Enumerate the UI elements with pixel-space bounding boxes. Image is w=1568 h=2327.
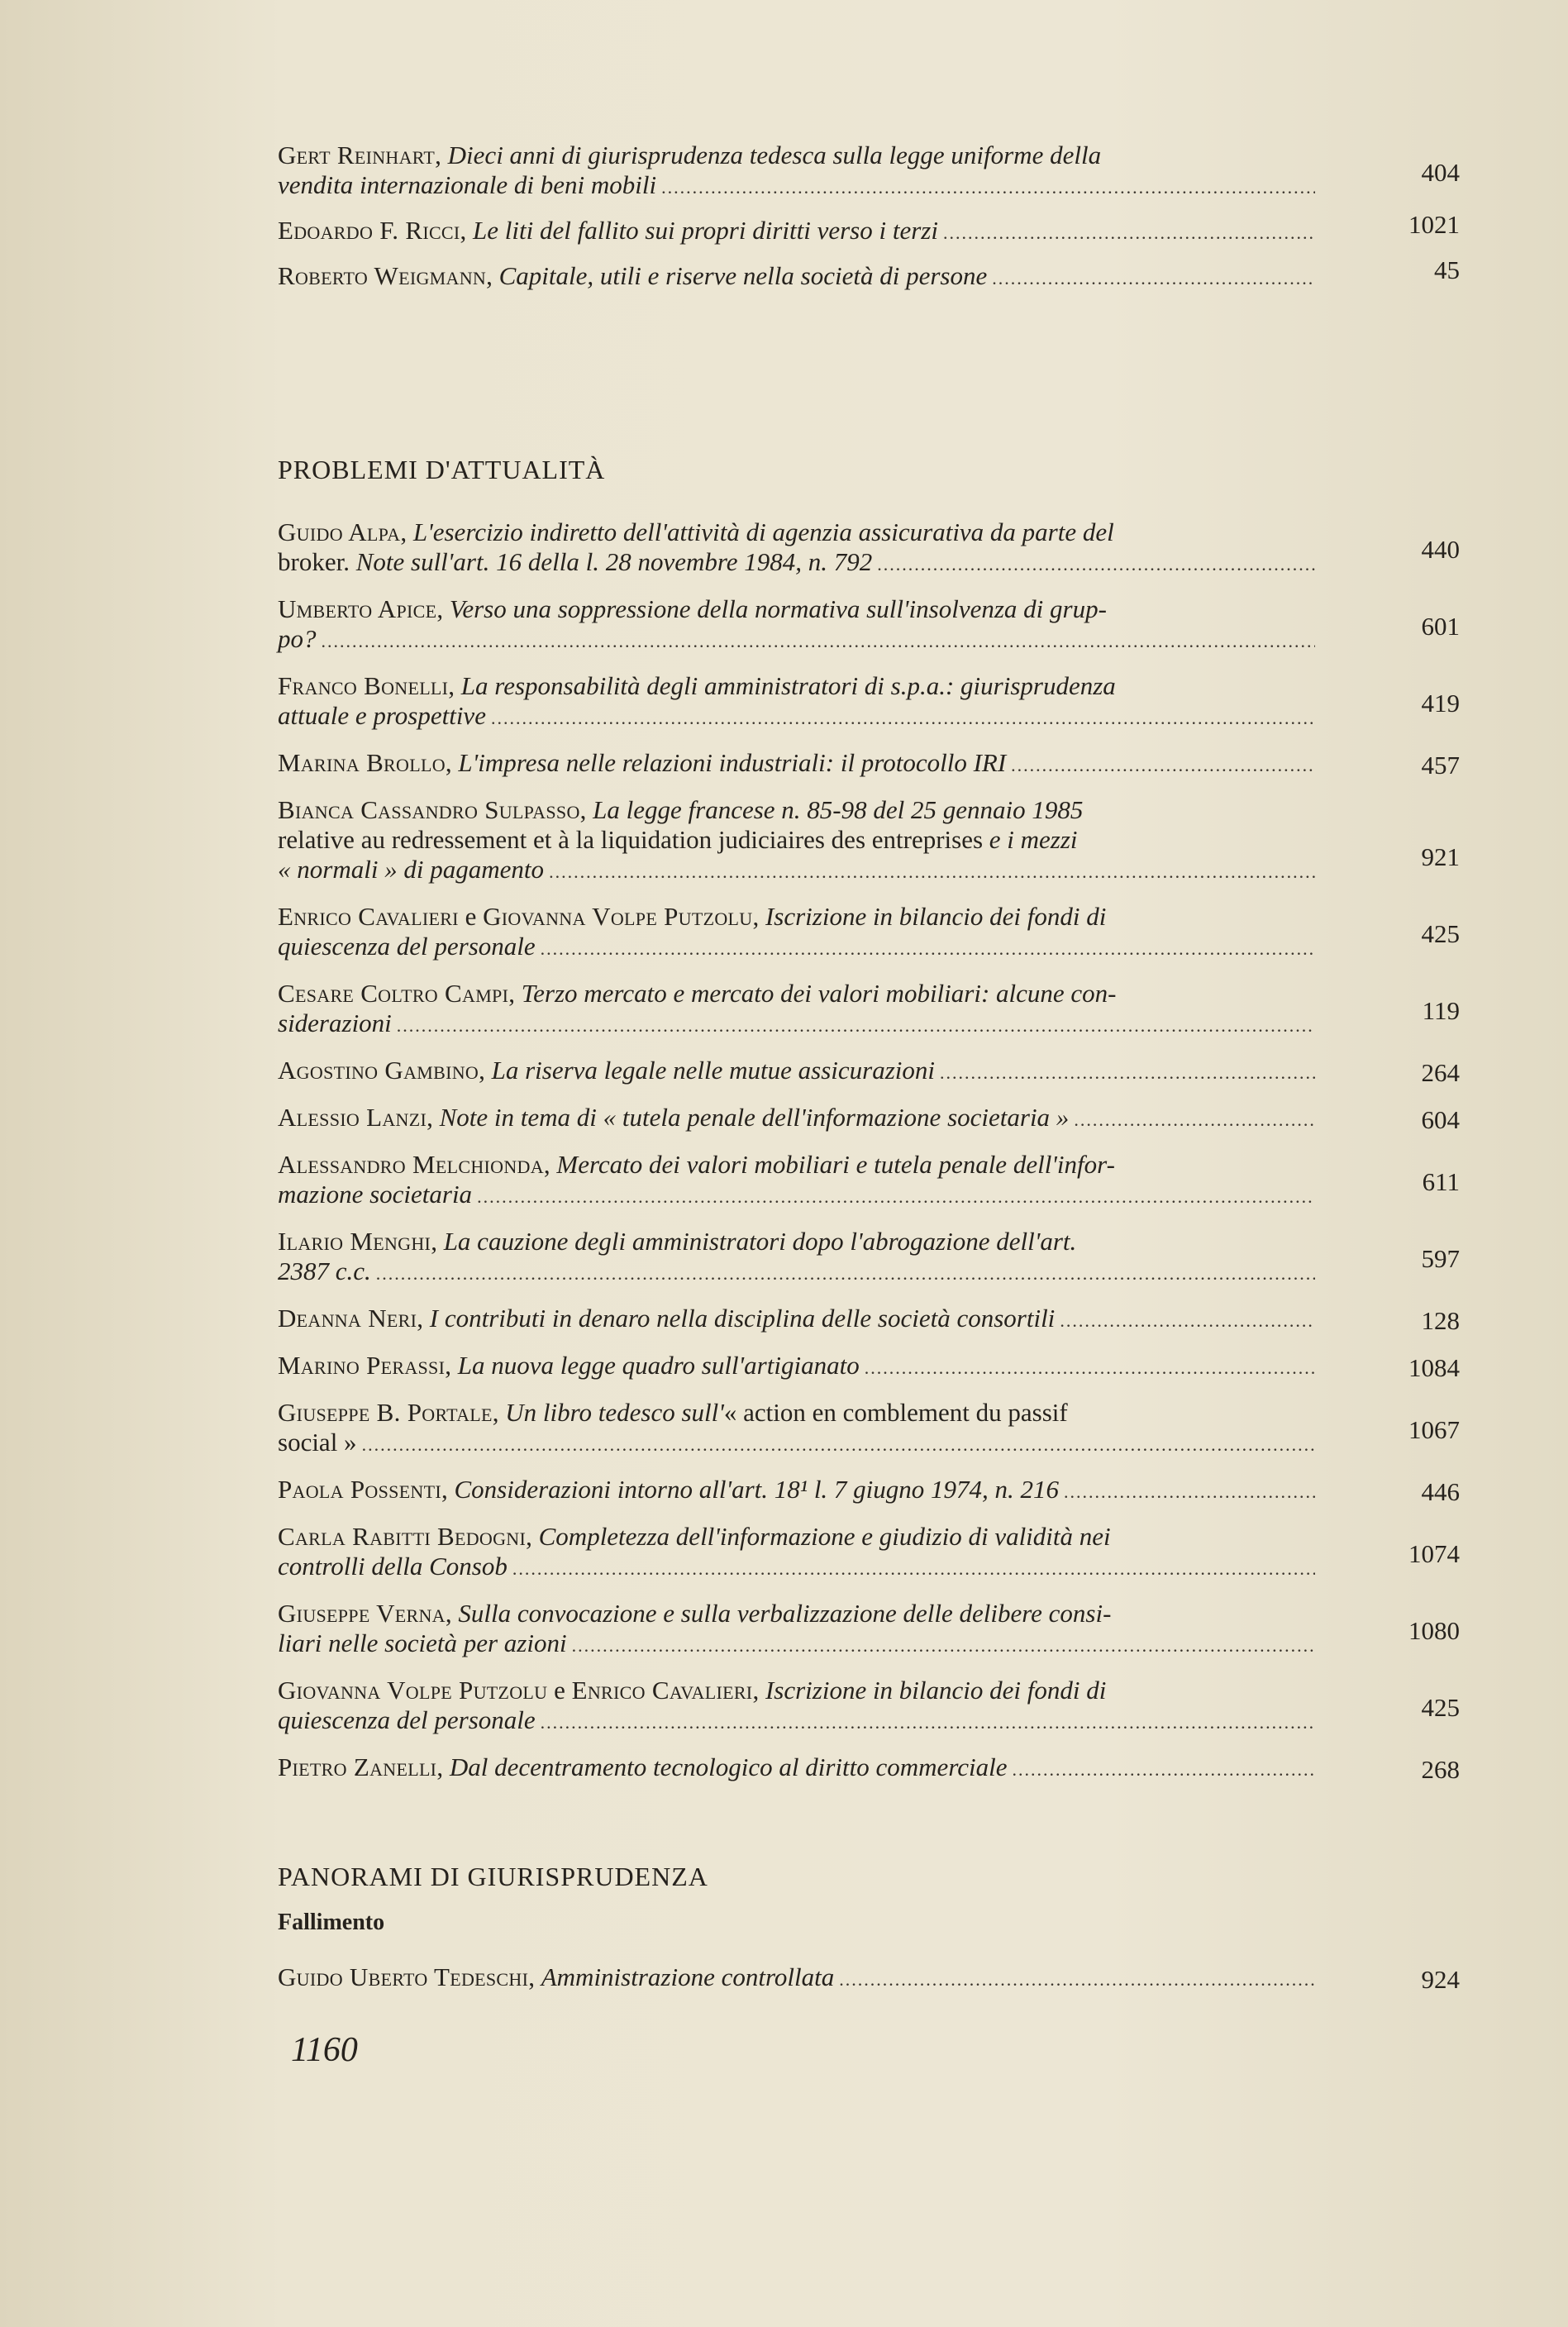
entry-author: Roberto Weigmann: [278, 261, 487, 290]
entry-author-second: Giovanna Volpe Putzolu: [483, 902, 753, 931]
entry-title-end: quiescenza del personale: [278, 932, 536, 961]
entry-title: Note in tema di « tutela penale dell'informazione societaria »: [439, 1103, 1070, 1132]
entry-title: Amministrazione controllata: [541, 1962, 835, 1991]
entry-title-plain: « action en comblement du passif: [723, 1398, 1068, 1427]
entry-author: Alessandro Melchionda: [278, 1150, 544, 1179]
entry-page-number: 601: [1421, 612, 1460, 641]
entry-page-number: 597: [1421, 1244, 1460, 1273]
entry-author: Guido Uberto Tedeschi: [278, 1962, 529, 1991]
entry-title: Iscrizione in bilancio dei fondi di: [765, 902, 1107, 931]
entry-title-end: siderazioni: [278, 1009, 392, 1037]
subsection-heading: Fallimento: [278, 1910, 385, 1935]
toc-entry: Paola Possenti, Considerazioni intorno all'art. 18¹ l. 7 giugno 1974, n. 216 ..... 446: [278, 1475, 1460, 1507]
entry-author: Edoardo F. Ricci: [278, 216, 460, 245]
toc-entry: Guido Alpa, L'esercizio indiretto dell'attività di agenzia assicurativa da parte del broker. Note sull'art. 16 della l. 28 novembre 1984, n. 792 ..... 440: [278, 517, 1460, 579]
entry-title: Le liti del fallito sui propri diritti verso i terzi: [473, 216, 938, 245]
entry-title: e i mezzi: [989, 825, 1078, 854]
author-conjunction: e: [465, 902, 477, 931]
entry-title: La cauzione degli amministratori dopo l'abrogazione dell'art.: [443, 1227, 1077, 1256]
entry-page-number: 1084: [1408, 1353, 1460, 1382]
entry-title: Dal decentramento tecnologico al diritto commerciale: [449, 1752, 1008, 1781]
entry-page-number: 604: [1421, 1105, 1460, 1134]
leader-dots: [865, 1353, 1315, 1383]
toc-entry: Marino Perassi, La nuova legge quadro sull'artigianato ..... 1084: [278, 1351, 1460, 1383]
entry-page-number: 1021: [1408, 210, 1460, 239]
entry-author: Marina Brollo: [278, 748, 446, 777]
entry-title: Dieci anni di giurisprudenza tedesca sulla legge uniforme della: [447, 141, 1102, 169]
entry-author: Bianca Cassandro Sulpasso: [278, 795, 580, 824]
entry-author: Enrico Cavalieri: [278, 902, 459, 931]
leader-dots: [572, 1631, 1315, 1661]
leader-dots: [877, 550, 1315, 579]
leader-dots: [1064, 1477, 1315, 1507]
entry-title: Considerazioni intorno all'art. 18¹ l. 7 giugno 1974, n. 216: [454, 1475, 1060, 1504]
toc-entry: Ilario Menghi, La cauzione degli amministratori dopo l'abrogazione dell'art. 2387 c.c. ..... 597: [278, 1227, 1460, 1289]
section-panorami: [278, 1860, 1460, 1995]
entry-title-end: « normali » di pagamento: [278, 855, 545, 884]
entry-title-end: attuale e prospettive: [278, 701, 486, 730]
entry-title: L'esercizio indiretto dell'attività di agenzia assicurativa da parte del: [412, 517, 1114, 546]
page-folio: 1160: [291, 2031, 358, 2069]
toc-entry: Alessio Lanzi, Note in tema di « tutela penale dell'informazione societaria » ..... 604: [278, 1103, 1460, 1135]
toc-entry: Alessandro Melchionda, Mercato dei valori mobiliari e tutela penale dell'infor- mazione societaria ..... 611: [278, 1150, 1460, 1212]
entry-page-number: 45: [1434, 255, 1460, 284]
leader-dots: [541, 1708, 1315, 1738]
entry-title: La responsabilità degli amministratori di s.p.a.: giurisprudenza: [460, 671, 1116, 700]
entry-title: Iscrizione in bilancio dei fondi di: [765, 1676, 1107, 1705]
leader-dots: [541, 934, 1315, 964]
author-conjunction: e: [554, 1676, 565, 1705]
entry-author: Paola Possenti: [278, 1475, 441, 1504]
entry-title: Capitale, utili e riserve nella società di persone: [498, 261, 988, 290]
toc-entry: Gert Reinhart, Dieci anni di giurisprudenza tedesca sulla legge uniforme della vendita internazionale di beni mobili ..... 404: [278, 141, 1460, 203]
section-problemi: [278, 453, 1460, 1800]
entry-author: Gert Reinhart: [278, 141, 436, 169]
entry-page-number: 921: [1421, 842, 1460, 871]
entry-title-end: liari nelle società per azioni: [278, 1628, 567, 1657]
entry-page-number: 440: [1421, 535, 1460, 564]
leader-dots: [491, 703, 1315, 733]
entry-page-number: 611: [1422, 1167, 1460, 1196]
entry-author: Ilario Menghi: [278, 1227, 431, 1256]
entry-title: Un libro tedesco sull': [505, 1398, 724, 1427]
entry-title: Terzo mercato e mercato dei valori mobiliari: alcune con-: [521, 979, 1117, 1008]
entry-page-number: 404: [1421, 158, 1460, 187]
entry-title: I contributi in denaro nella disciplina delle società consortili: [429, 1304, 1056, 1333]
entry-title: Mercato dei valori mobiliari e tutela penale dell'infor-: [556, 1150, 1115, 1179]
entry-title: L'impresa nelle relazioni industriali: il protocollo IRI: [458, 748, 1007, 777]
entry-page-number: 1080: [1408, 1616, 1460, 1645]
top-entries: [278, 141, 1460, 293]
toc-entry: Guido Uberto Tedeschi, Amministrazione controllata ..... 924: [278, 1962, 1460, 1995]
entry-title-end: quiescenza del personale: [278, 1705, 536, 1734]
toc-entry: Agostino Gambino, La riserva legale nelle mutue assicurazioni ..... 264: [278, 1056, 1460, 1088]
entry-author: Giovanna Volpe Putzolu: [278, 1676, 548, 1705]
entry-author: Giuseppe Verna: [278, 1599, 446, 1628]
entry-title: La legge francese n. 85-98 del 25 gennaio 1985: [593, 795, 1084, 824]
toc-entry: Giuseppe Verna, Sulla convocazione e sulla verbalizzazione delle delibere consi- liari nelle società per azioni ..... 1080: [278, 1599, 1460, 1661]
toc-entry: Marina Brollo, L'impresa nelle relazioni industriali: il protocollo IRI ..... 457: [278, 748, 1460, 780]
entry-title: Sulla convocazione e sulla verbalizzazione delle delibere consi-: [458, 1599, 1112, 1628]
entry-author: Marino Perassi: [278, 1351, 446, 1380]
toc-entry: Edoardo F. Ricci, Le liti del fallito sui propri diritti verso i terzi ..... 1021: [278, 216, 1460, 248]
leader-dots: [1012, 1755, 1315, 1785]
entry-title-end: 2387 c.c.: [278, 1256, 371, 1285]
entry-title: Completezza dell'informazione e giudizio di validità nei: [538, 1522, 1111, 1551]
leader-dots: [1011, 751, 1315, 780]
leader-dots: [477, 1182, 1315, 1212]
section-heading: PROBLEMI D'ATTUALITÀ: [278, 455, 606, 484]
leader-dots: [512, 1554, 1315, 1584]
leader-dots: [362, 1430, 1315, 1460]
entry-author: Umberto Apice: [278, 594, 437, 623]
leader-dots: [992, 264, 1315, 293]
entry-page-number: 264: [1421, 1058, 1460, 1087]
entry-page-number: 1074: [1408, 1539, 1460, 1568]
entry-author: Cesare Coltro Campi: [278, 979, 509, 1008]
entry-title-plain: relative au redressement et à la liquidation judiciaires des entreprises: [278, 825, 984, 854]
entry-page-number: 1067: [1408, 1415, 1460, 1444]
leader-dots: [1074, 1105, 1315, 1135]
entry-page-number: 419: [1421, 689, 1460, 718]
toc-entry: Bianca Cassandro Sulpasso, La legge francese n. 85-98 del 25 gennaio 1985 relative au redressement et à la liquidation judiciaires des entreprises e i mezzi « normali » di pagamento ..... 921: [278, 795, 1460, 887]
toc-entry: Pietro Zanelli, Dal decentramento tecnologico al diritto commerciale ..... 268: [278, 1752, 1460, 1785]
entry-page-number: 446: [1421, 1477, 1460, 1506]
toc-entry: Enrico Cavalieri e Giovanna Volpe Putzolu, Iscrizione in bilancio dei fondi di quiescenza del personale ..... 425: [278, 902, 1460, 964]
entry-author: Guido Alpa: [278, 517, 401, 546]
entry-title-end: controlli della Consob: [278, 1552, 508, 1581]
entry-page-number: 128: [1421, 1306, 1460, 1335]
entry-page-number: 268: [1421, 1755, 1460, 1784]
leader-dots: [397, 1011, 1315, 1041]
entry-title-end: mazione societaria: [278, 1180, 473, 1209]
entry-author-second: Enrico Cavalieri: [571, 1676, 753, 1705]
leader-dots: [940, 1058, 1315, 1088]
entry-page-number: 457: [1421, 751, 1460, 780]
leader-dots: [839, 1965, 1315, 1995]
entry-page-number: 119: [1422, 996, 1460, 1025]
entry-author: Pietro Zanelli: [278, 1752, 437, 1781]
entry-title-end: po?: [278, 624, 317, 653]
entry-title-plain: social »: [278, 1428, 357, 1457]
entry-author: Giuseppe B. Portale: [278, 1398, 493, 1427]
entry-page-number: 924: [1421, 1965, 1460, 1994]
entry-title-end: vendita internazionale di beni mobili: [278, 170, 657, 199]
entry-page-number: 425: [1421, 1693, 1460, 1722]
section-entries: [278, 517, 1460, 1785]
entry-author: Deanna Neri: [278, 1304, 417, 1333]
entry-title: Verso una soppressione della normativa sull'insolvenza di grup-: [449, 594, 1107, 623]
entry-title: La riserva legale nelle mutue assicurazioni: [491, 1056, 936, 1085]
entry-title-end: Note sull'art. 16 della l. 28 novembre 1984, n. 792: [355, 547, 873, 576]
leader-dots: [661, 173, 1315, 203]
leader-dots: [943, 218, 1315, 248]
toc-entry: Giuseppe B. Portale, Un libro tedesco sull'« action en comblement du passif social » ..... 1067: [278, 1398, 1460, 1460]
entry-title: La nuova legge quadro sull'artigianato: [457, 1351, 860, 1380]
leader-dots: [322, 627, 1316, 656]
entry-author: Alessio Lanzi: [278, 1103, 427, 1132]
toc-entry: Roberto Weigmann, Capitale, utili e riserve nella società di persone ..... 45: [278, 261, 1460, 293]
leader-dots: [549, 857, 1315, 887]
entry-author: Carla Rabitti Bedogni: [278, 1522, 527, 1551]
leader-dots: [376, 1259, 1315, 1289]
toc-entry: Franco Bonelli, La responsabilità degli amministratori di s.p.a.: giurisprudenza attuale e prospettive ..... 419: [278, 671, 1460, 733]
toc-entry: Cesare Coltro Campi, Terzo mercato e mercato dei valori mobiliari: alcune con- siderazioni ..... 119: [278, 979, 1460, 1041]
section-heading: PANORAMI DI GIURISPRUDENZA: [278, 1862, 708, 1891]
entry-page-number: 425: [1421, 919, 1460, 948]
toc-entry: Giovanna Volpe Putzolu e Enrico Cavalieri, Iscrizione in bilancio dei fondi di quiescenza del personale ..... 425: [278, 1676, 1460, 1738]
entry-author: Agostino Gambino: [278, 1056, 479, 1085]
leader-dots: [1060, 1306, 1315, 1336]
toc-entry: Carla Rabitti Bedogni, Completezza dell'informazione e giudizio di validità nei controlli della Consob ..... 1074: [278, 1522, 1460, 1584]
toc-entry: Umberto Apice, Verso una soppressione della normativa sull'insolvenza di grup- po? ..... 601: [278, 594, 1460, 656]
toc-entry: Deanna Neri, I contributi in denaro nella disciplina delle società consortili ..... 128: [278, 1304, 1460, 1336]
entry-author: Franco Bonelli: [278, 671, 449, 700]
entry-title-plain: broker.: [278, 547, 350, 576]
